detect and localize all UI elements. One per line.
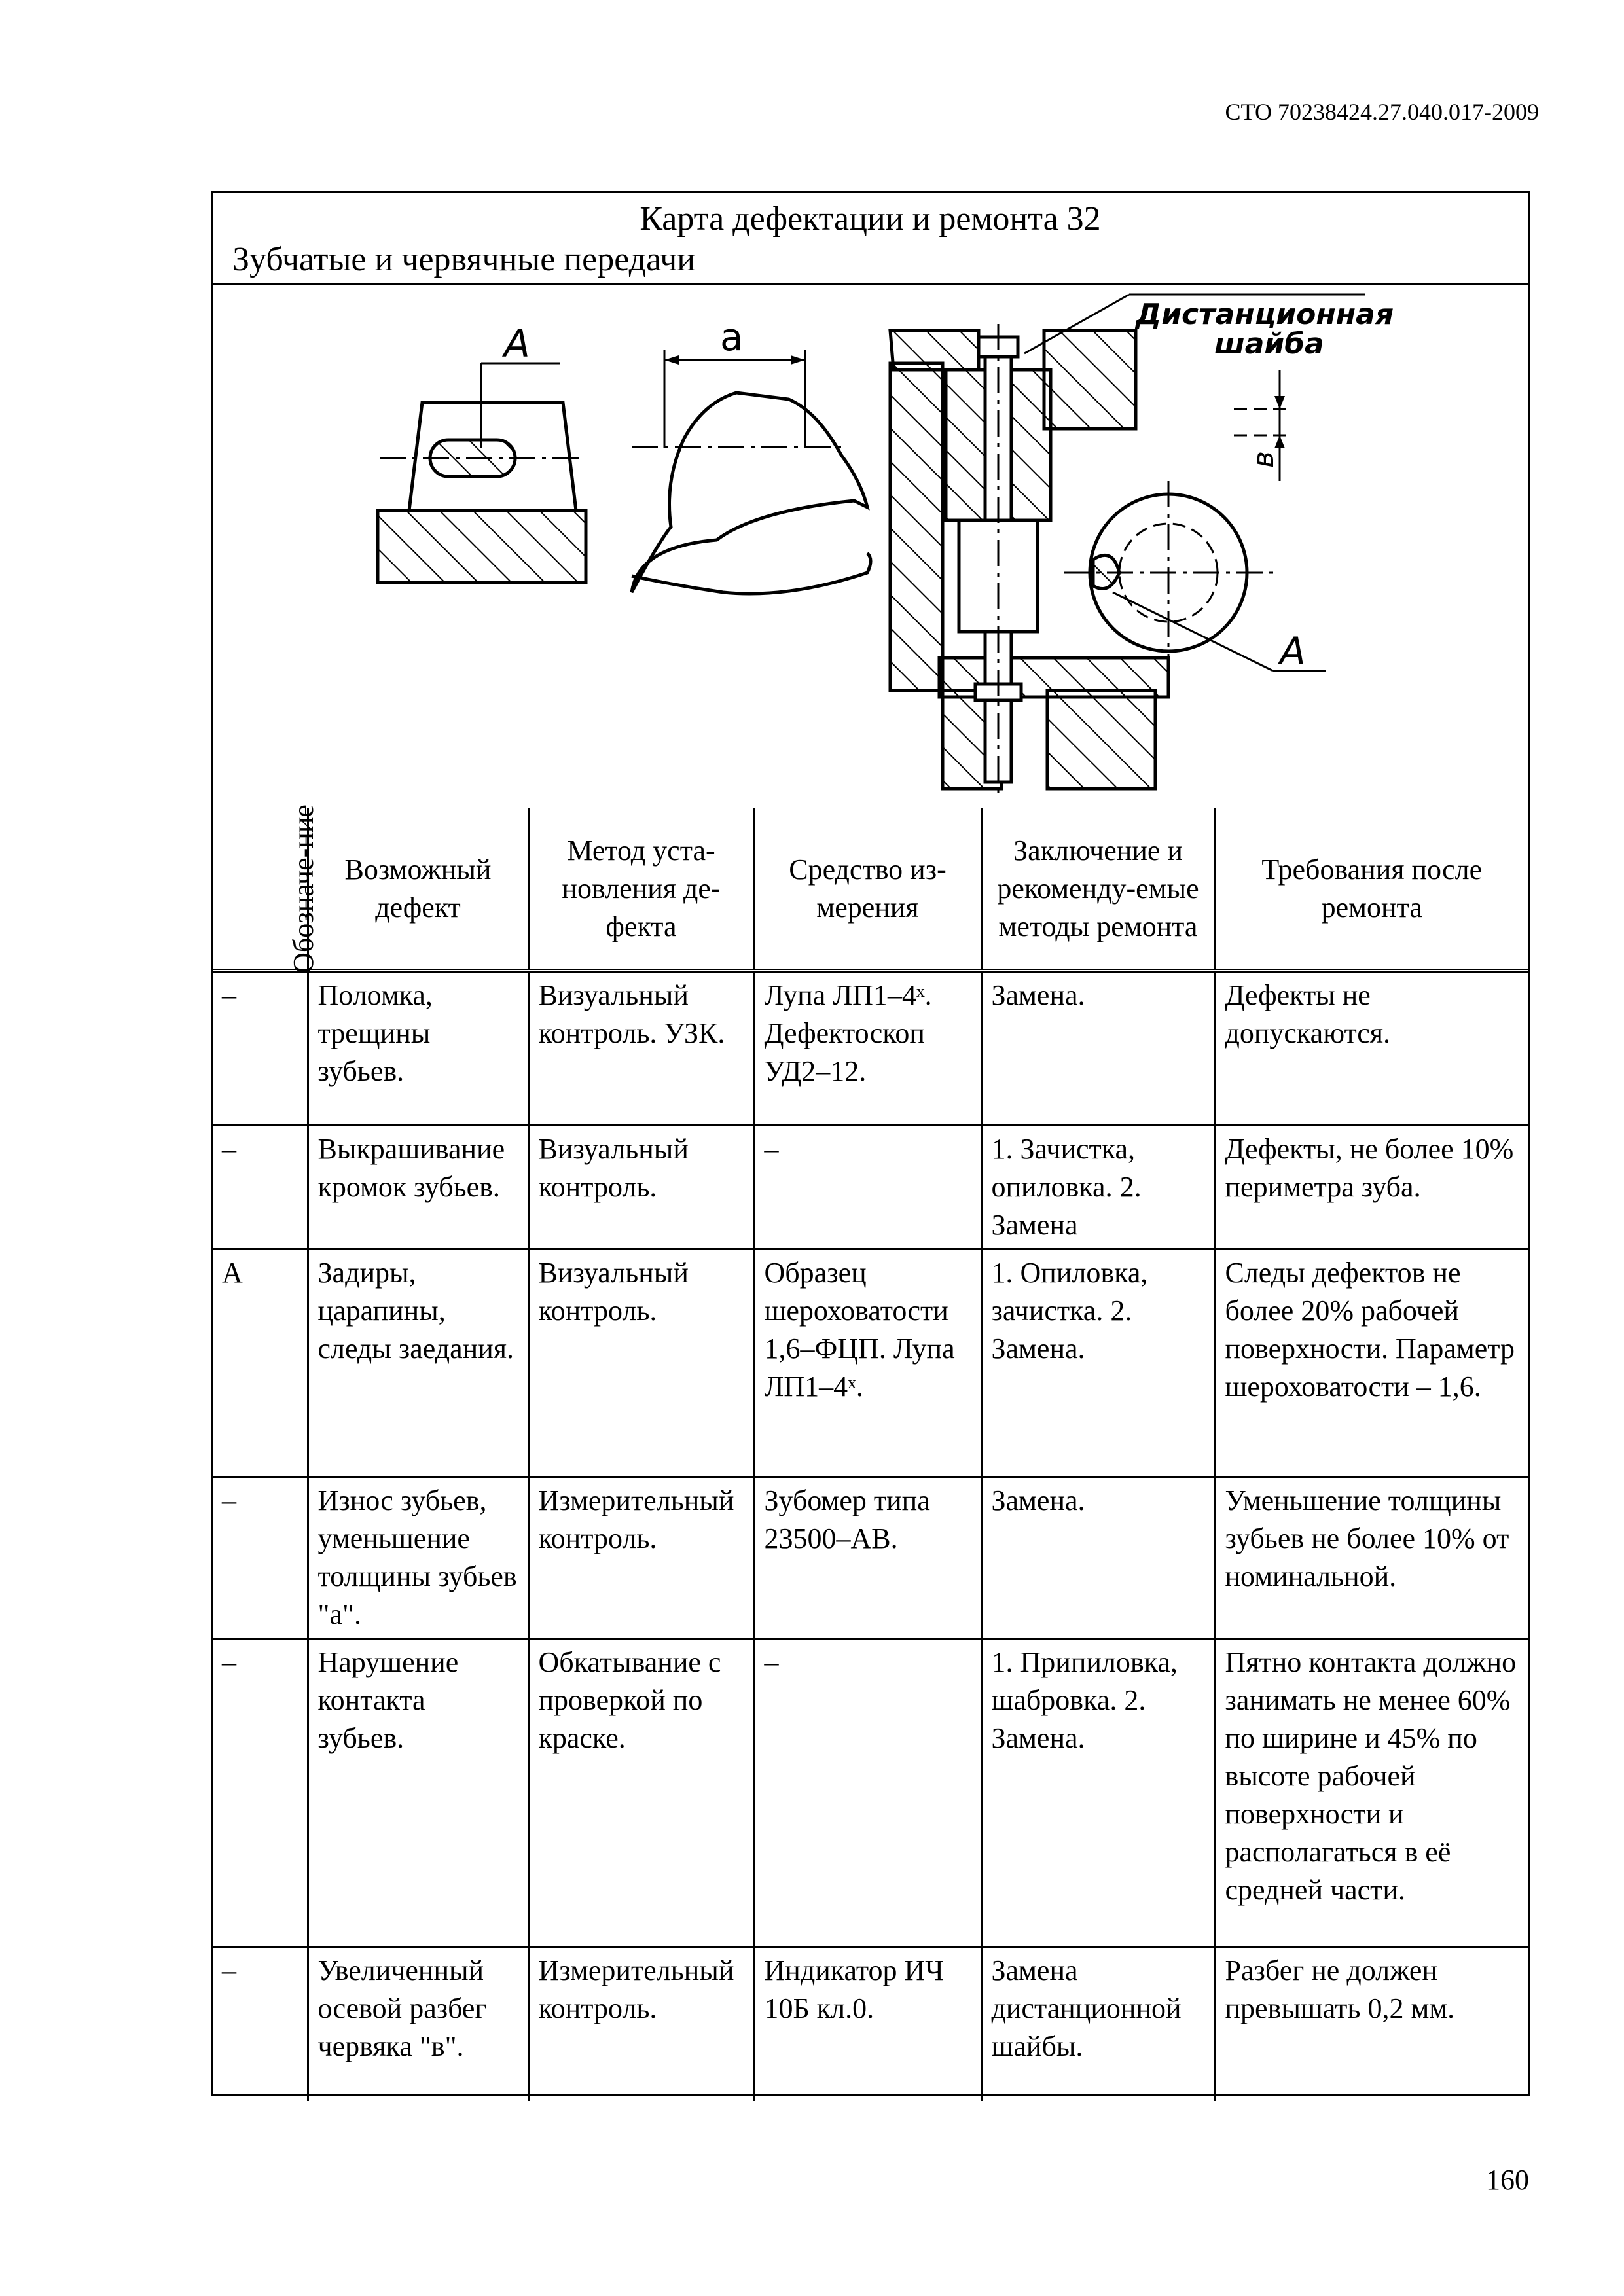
table-header-row	[213, 808, 1528, 971]
header-means: Средство из-мерения	[754, 808, 981, 971]
cell-designation: –	[213, 1638, 308, 1946]
cell-method: Измерительный контроль.	[528, 1477, 754, 1638]
worm-assembly-drawing	[890, 295, 1394, 795]
cell-method: Обкатывание с проверкой по краске.	[528, 1638, 754, 1946]
cell-conclusion: Замена.	[981, 1477, 1215, 1638]
cell-defect: Выкрашивание кромок зубьев.	[308, 1125, 528, 1249]
cell-means: –	[754, 1638, 981, 1946]
cell-method: Визуальный контроль.	[528, 1249, 754, 1477]
gear-tooth-profile-drawing	[632, 315, 871, 594]
cell-conclusion: Замена.	[981, 971, 1215, 1125]
cell-defect: Нарушение контакта зубьев.	[308, 1638, 528, 1946]
technical-drawing	[213, 285, 1528, 808]
table-row	[213, 1477, 1528, 1638]
cell-conclusion: 1. Зачистка, опиловка. 2. Замена	[981, 1125, 1215, 1249]
figure-label-a: а	[720, 315, 744, 359]
cell-means: Лупа ЛП1–4ˣ. Дефектоскоп УД2–12.	[754, 971, 981, 1125]
figure-label-A-right: А	[1280, 629, 1306, 673]
figure-label-shim: Дистанционная	[1136, 298, 1394, 331]
cell-means: Зубомер типа 23500–АВ.	[754, 1477, 981, 1638]
cell-method: Визуальный контроль.	[528, 1125, 754, 1249]
table-row	[213, 1249, 1528, 1477]
table-row	[213, 1125, 1528, 1249]
cell-designation: –	[213, 971, 308, 1125]
table-row	[213, 971, 1528, 1125]
cell-method: Визуальный контроль. УЗК.	[528, 971, 754, 1125]
cell-designation: А	[213, 1249, 308, 1477]
figure-label-shim-line2: шайба	[1214, 327, 1324, 361]
header-method: Метод уста-новления де-фекта	[528, 808, 754, 971]
cell-defect: Увеличенный осевой разбег червяка "в".	[308, 1946, 528, 2101]
header-requirements: Требования после ремонта	[1215, 808, 1528, 971]
cell-defect: Поломка, трещины зубьев.	[308, 971, 528, 1125]
tooth-top-view-drawing	[378, 321, 586, 583]
cell-conclusion: Замена дистанционной шайбы.	[981, 1946, 1215, 2101]
cell-defect: Износ зубьев, уменьшение толщины зубьев "а".	[308, 1477, 528, 1638]
defect-card	[211, 191, 1530, 2096]
cell-designation: –	[213, 1477, 308, 1638]
cell-defect: Задиры, царапины, следы заедания.	[308, 1249, 528, 1477]
figure-label-v: в	[1247, 451, 1280, 468]
cell-means: Индикатор ИЧ 10Б кл.0.	[754, 1946, 981, 2101]
header-designation	[213, 804, 319, 973]
header-conclusion: Заключение и рекоменду-емые методы ремонта	[981, 808, 1215, 971]
cell-conclusion: 1. Припиловка, шабровка. 2. Замена.	[981, 1638, 1215, 1946]
cell-means: –	[754, 1125, 981, 1249]
cell-requirements: Следы дефектов не более 20% рабочей поверхности. Параметр шероховатости – 1,6.	[1215, 1249, 1528, 1477]
cell-conclusion: 1. Опиловка, зачистка. 2. Замена.	[981, 1249, 1215, 1477]
card-subtitle: Зубчатые и червячные передачи	[232, 241, 696, 278]
table-row	[213, 1946, 1528, 2101]
cell-requirements: Пятно контакта должно занимать не менее 60% по ширине и 45% по высоте рабочей поверхности и располагаться в её средней части.	[1215, 1638, 1528, 1946]
cell-requirements: Уменьшение толщины зубьев не более 10% от номинальной.	[1215, 1477, 1528, 1638]
cell-means: Образец шероховатости 1,6–ФЦП. Лупа ЛП1–4ˣ.	[754, 1249, 981, 1477]
header-defect: Возможный дефект	[308, 808, 528, 971]
cell-requirements: Дефекты, не более 10% периметра зуба.	[1215, 1125, 1528, 1249]
card-title-block	[213, 193, 1528, 285]
header-designation-label: Обозначе-ние	[287, 804, 319, 973]
figure-label-A-left: А	[504, 321, 530, 366]
document-code: СТО 70238424.27.040.017-2009	[1225, 99, 1539, 125]
cell-method: Измерительный контроль.	[528, 1946, 754, 2101]
table-row	[213, 1638, 1528, 1946]
cell-designation: –	[213, 1946, 308, 2101]
cell-designation: –	[213, 1125, 308, 1249]
defect-table	[213, 804, 1528, 2101]
card-title: Карта дефектации и ремонта 32	[640, 200, 1101, 238]
page-number: 160	[1486, 2164, 1529, 2196]
cell-requirements: Разбег не должен превышать 0,2 мм.	[1215, 1946, 1528, 2101]
cell-requirements: Дефекты не допускаются.	[1215, 971, 1528, 1125]
